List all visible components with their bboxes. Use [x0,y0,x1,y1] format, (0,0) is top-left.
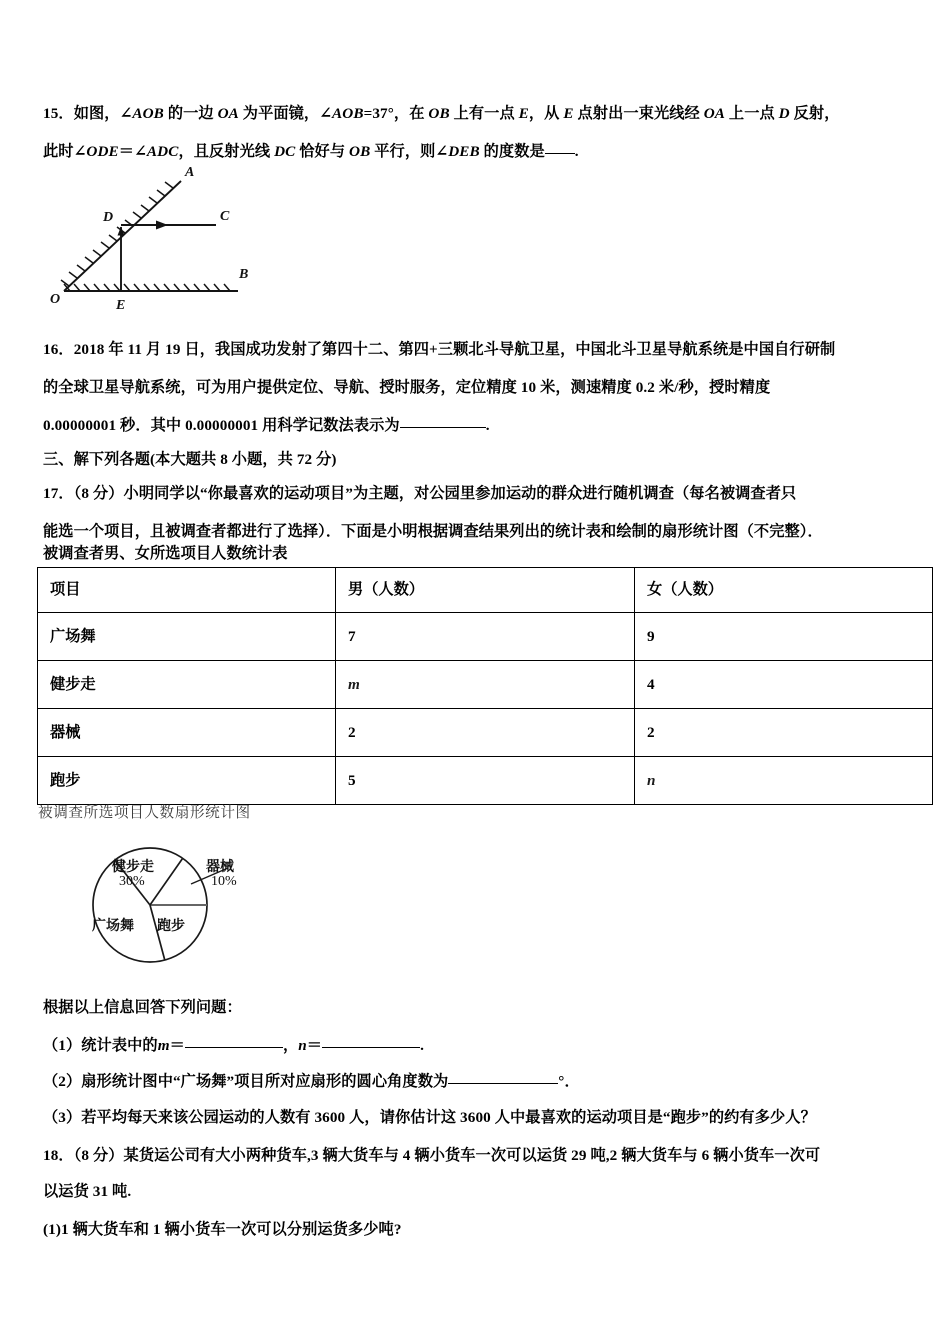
question-16-line-2 [43,369,770,407]
q17-sub1-text: （1）统计表中的 [43,1037,158,1054]
q15-point-e: E [518,105,529,122]
figure-label-B: B [239,267,249,282]
table-cell-item: 器械 [38,709,336,757]
table-cell-female: 9 [635,613,933,661]
table-cell-male: 2 [336,709,635,757]
figure-label-C: C [220,209,230,224]
q15-angle-aob: ∠AOB [119,105,164,122]
table-row [38,613,933,661]
question-15-figure [48,163,288,313]
q15-seg-dc: DC [274,143,296,160]
question-17-sub-2 [43,1063,580,1101]
figure-label-E: E [116,298,126,313]
reflected-ray-arrowhead [156,221,168,230]
q16-answer-blank[interactable] [400,427,486,428]
q16-text-1: 2018 年 11 月 19 日，我国成功发射了第四十二、第四+三颗北斗导航卫星，中国北斗卫星导航系统是中国自行研制 [73,341,836,358]
pie-slice-label-jianbuzou: 健步走 [112,858,154,874]
question-16-line-1 [43,331,835,369]
question-17-sub-1 [43,1027,424,1065]
q15-text-4: =37°，在 [363,105,429,122]
figure-label-A: A [185,165,195,180]
q15-text-2: 的一边 [163,105,218,122]
q17-blank-angle[interactable] [448,1083,558,1084]
q16-number: 16． [43,341,74,358]
q17-number: 17． [43,485,74,502]
mirror-hatching-ob [64,284,230,291]
q15-angle-aob-2: ∠AOB [319,105,364,122]
table-header-item: 项目 [38,568,336,613]
q15-text-9: 反射， [789,105,840,122]
q16-text-3: 0.00000001 秒．其中 0.00000001 用科学记数法表示为 [43,417,400,434]
pie-slice-label-paobu: 跑步 [157,917,185,933]
table-cell-male: m [336,661,635,709]
q15-text-12: ，且反射光线 [178,143,275,160]
section-3-heading: 三、解下列各题(本大题共 8 小题，共 72 分) [43,451,337,468]
question-16-line-3 [43,407,490,445]
q17-sub2-text: （2）扇形统计图中“广场舞”项目所对应扇形的圆心角度数为 [43,1073,449,1090]
q15-text-14: 平行，则 [370,143,436,160]
q17-var-m: m [157,1037,170,1054]
q15-text-6: ，从 [528,105,564,122]
q18-text-1: （8 分）某货运公司有大小两种货车,3 辆大货车与 4 辆小货车一次可以运货 29 吨,2 辆大货车与 6 辆小货车一次可 [73,1147,821,1164]
table-cell-item: 跑步 [38,757,336,805]
q15-angle-ode: ∠ODE [73,143,119,160]
stat-table-caption: 被调查者男、女所选项目人数统计表 [43,545,288,562]
q17-text-2: 能选一个项目，且被调查者都进行了选择）．下面是小明根据调查结果列出的统计表和绘制的扇形统计图（不完整）． [43,523,823,540]
table-header-male: 男（人数） [336,568,635,613]
question-18-line-2: 以运货 31 吨. [43,1183,132,1200]
q15-text-10: 此时 [43,143,74,160]
statistics-table [37,567,933,805]
q15-period: . [574,143,579,160]
q15-text-11: ＝ [118,143,135,160]
table-cell-male: 5 [336,757,635,805]
pie-slice-label-qixie: 器械 [206,858,234,874]
question-17-sub-3: （3）若平均每天来该公园运动的人数有 3600 人，请你估计这 3600 人中最喜欢的运动项目是“跑步”的约有多少人？ [43,1109,816,1126]
q17-blank-m[interactable] [185,1047,283,1048]
table-cell-item: 健步走 [38,661,336,709]
pie-slice-label-guangchangwu: 广场舞 [92,917,134,933]
q17-blank-n[interactable] [322,1047,420,1048]
question-17-prompt: 根据以上信息回答下列问题： [43,999,242,1016]
q15-text-8: 上一点 [725,105,779,122]
q15-angle-adc: ∠ADC [134,143,179,160]
mirror-hatching-oa [61,182,173,286]
q15-number: 15． [43,105,74,122]
q17-sub1-comma: ， [282,1037,299,1054]
table-row [38,661,933,709]
q17-var-n: n [298,1037,307,1054]
q18-number: 18． [43,1147,74,1164]
q15-text-13: 恰好与 [295,143,350,160]
q15-seg-ob: OB [428,105,450,122]
pie-slice-percent-qixie: 10% [211,874,237,889]
q15-text-7: 点射出一束光线经 [573,105,704,122]
q15-text-1: 如图， [73,105,120,122]
table-cell-female: 4 [635,661,933,709]
pie-chart-caption: 被调查所选项目人数扇形统计图 [38,805,251,821]
question-18-line-3: (1)1 辆大货车和 1 辆小货车一次可以分别运货多少吨? [43,1221,402,1238]
q15-seg-oa: OA [217,105,239,122]
q15-text-15: 的度数是 [479,143,545,160]
q15-seg-oa-2: OA [703,105,726,122]
table-header-female: 女（人数） [635,568,933,613]
q17-sub1-period: . [420,1037,424,1054]
table-row [38,757,933,805]
q17-sub1-eq1: ＝ [169,1037,185,1054]
question-15-line-1 [43,95,840,133]
q17-sub1-eq2: ＝ [306,1037,323,1054]
ray-oa [64,181,181,291]
q15-seg-ob-2: OB [349,143,371,160]
question-17-line-1 [43,475,796,513]
q15-text-3: 为平面镜， [238,105,320,122]
table-cell-female: n [635,757,933,805]
table-header-row [38,568,933,613]
q15-text-5: 上有一点 [449,105,519,122]
table-row [38,709,933,757]
q17-sub2-degree: °． [558,1073,580,1090]
q15-angle-deb: ∠DEB [435,143,480,160]
table-cell-female: 2 [635,709,933,757]
q15-point-e2: E [563,105,574,122]
q15-point-d: D [778,105,790,122]
q16-period: . [485,417,490,434]
q17-text-1: （8 分）小明同学以“你最喜欢的运动项目”为主题，对公园里参加运动的群众进行随机调查（每名被调查者只 [73,485,797,502]
figure-label-O: O [50,292,61,307]
figure-label-D: D [103,210,114,225]
q15-answer-blank[interactable] [545,153,575,154]
pie-slice-percent-jianbuzou: 30% [119,874,145,889]
table-cell-item: 广场舞 [38,613,336,661]
table-cell-male: 7 [336,613,635,661]
question-18-line-1 [43,1137,820,1175]
q16-text-2: 的全球卫星导航系统，可为用户提供定位、导航、授时服务，定位精度 10 米，测速精度 0.2 米/秒，授时精度 [43,379,771,396]
